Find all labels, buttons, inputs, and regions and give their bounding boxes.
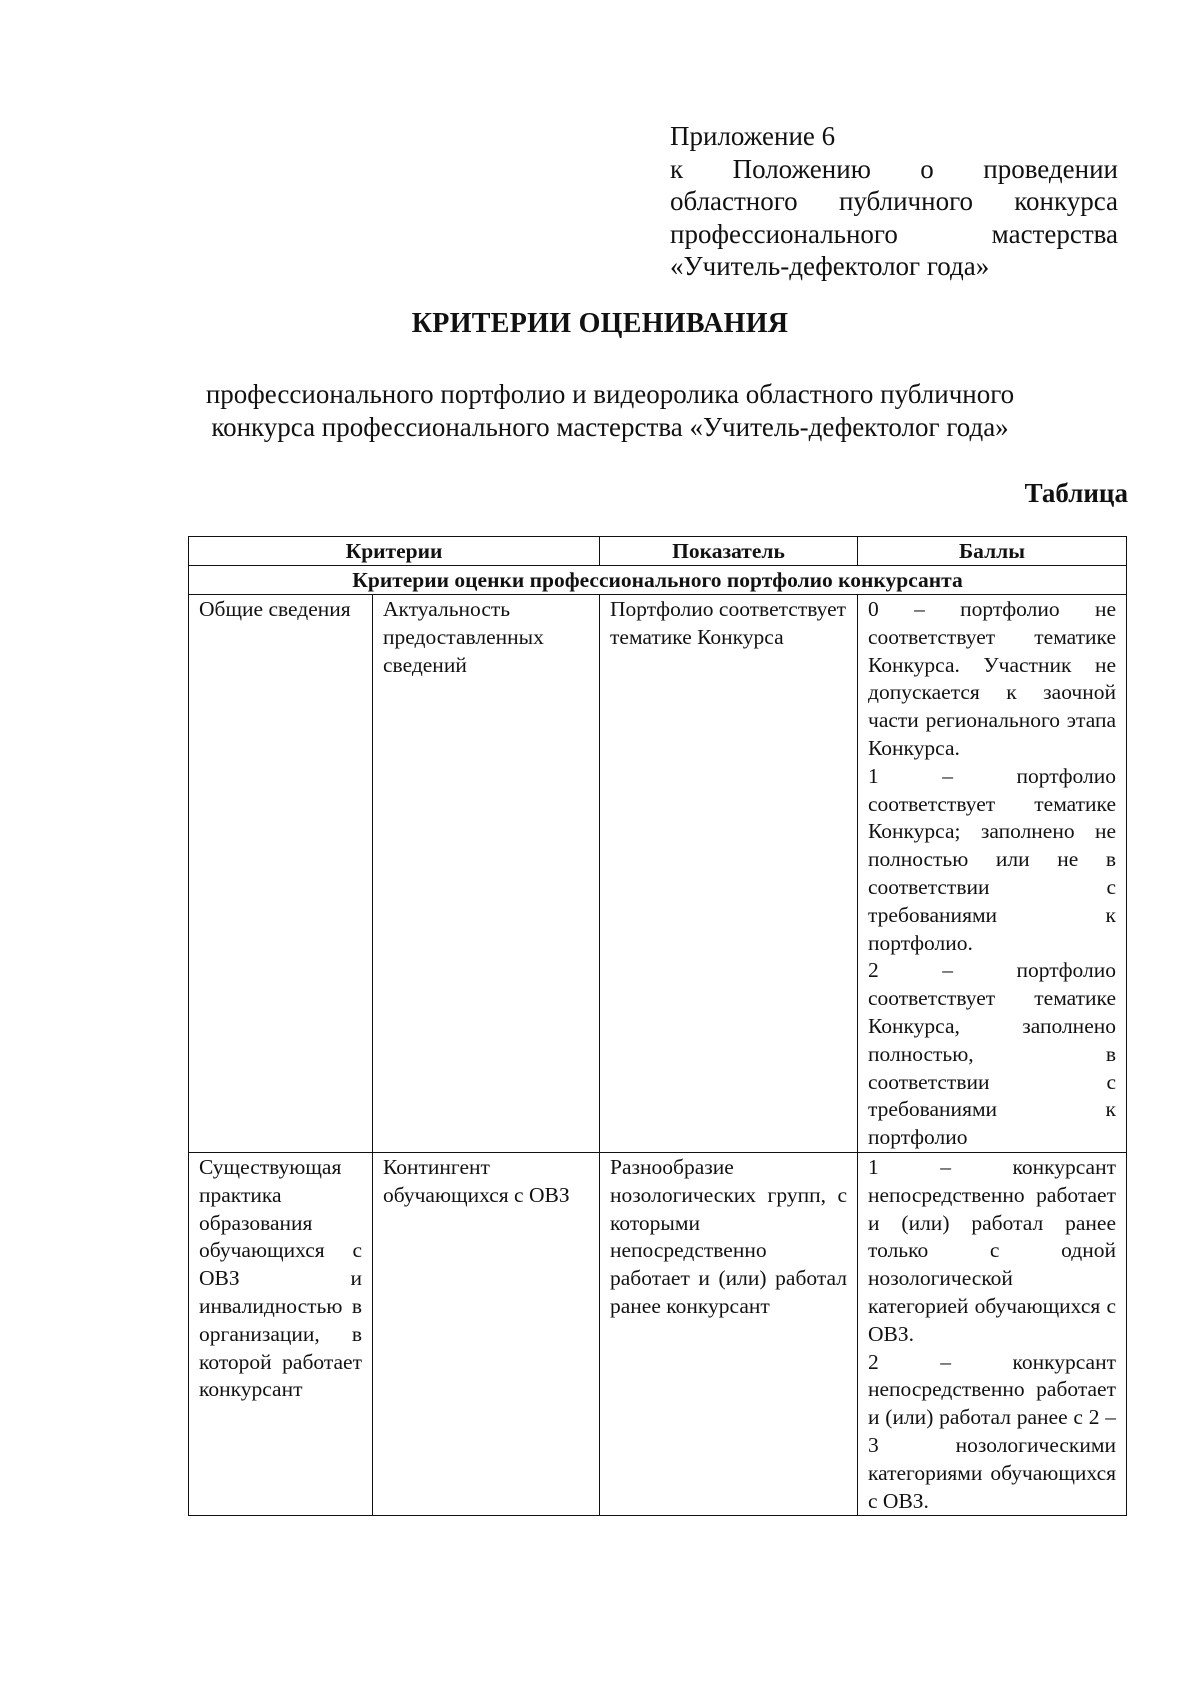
subcriterion-cell: Актуальность предоставленных сведений [373,595,600,1153]
points-level: 1 – портфолио соответствует тематике Конкурса; заполнено не полностью или не в соответствии с требованиями к портфолио. [868,763,1116,955]
table-section-row [189,566,1127,595]
header-criteria: Критерии [189,537,600,566]
header-indicator: Показатель [600,537,858,566]
appendix-line: областного публичного конкурса [670,186,1118,216]
criteria-table [188,536,1127,1516]
subtitle-line: конкурса профессионального мастерства «Учитель-дефектолог года» [211,412,1009,442]
appendix-line: профессионального мастерства [670,218,1118,249]
points-level: 2 – конкурсант непосредственно работает и (или) работал ранее с 2 – 3 нозологическими категориями обучающихся с ОВЗ. [868,1349,1116,1513]
section-title: Критерии оценки профессионального портфолио конкурсанта [189,566,1127,595]
subtitle-line: профессионального портфолио и видеоролика областного публичного [205,379,1015,409]
points-level: 1 – конкурсант непосредственно работает и (или) работал ранее только с одной нозологической категорией обучающихся с ОВЗ. [868,1154,1116,1346]
table-caption: Таблица [1024,478,1128,508]
points-level: 0 – портфолио не соответствует тематике Конкурса. Участник не допускается к заочной части регионального этапа Конкурса. [868,597,1116,760]
header-points: Баллы [858,537,1127,566]
points-cell [858,595,1127,1153]
appendix-number: Приложение 6 [670,121,836,151]
appendix-line: «Учитель-дефектолог года» [670,251,990,281]
table-row [189,1152,1127,1515]
appendix-block [670,120,1118,283]
criterion-cell: Общие сведения [189,595,373,1153]
document-title: КРИТЕРИИ ОЦЕНИВАНИЯ [411,308,789,339]
criterion-cell: Существующая практика образования обучающихся с ОВЗ и инвалидностью в организации, в которой работает конкурсант [189,1152,373,1515]
indicator-cell: Разнообразие нозологических групп, с которыми непосредственно работает и (или) работал ранее конкурсант [600,1152,858,1515]
appendix-line: к Положению о проведении [670,153,1118,184]
points-cell [858,1152,1127,1515]
subcriterion-cell: Контингент обучающихся с ОВЗ [373,1152,600,1515]
table-header-row [189,537,1127,566]
document-subtitle [180,378,1040,444]
indicator-cell: Портфолио соответствует тематике Конкурса [600,595,858,1153]
points-level: 2 – портфолио соответствует тематике Конкурса, заполнено полностью, в соответствии с требованиями к портфолио [868,958,1116,1150]
table-row [189,595,1127,1153]
